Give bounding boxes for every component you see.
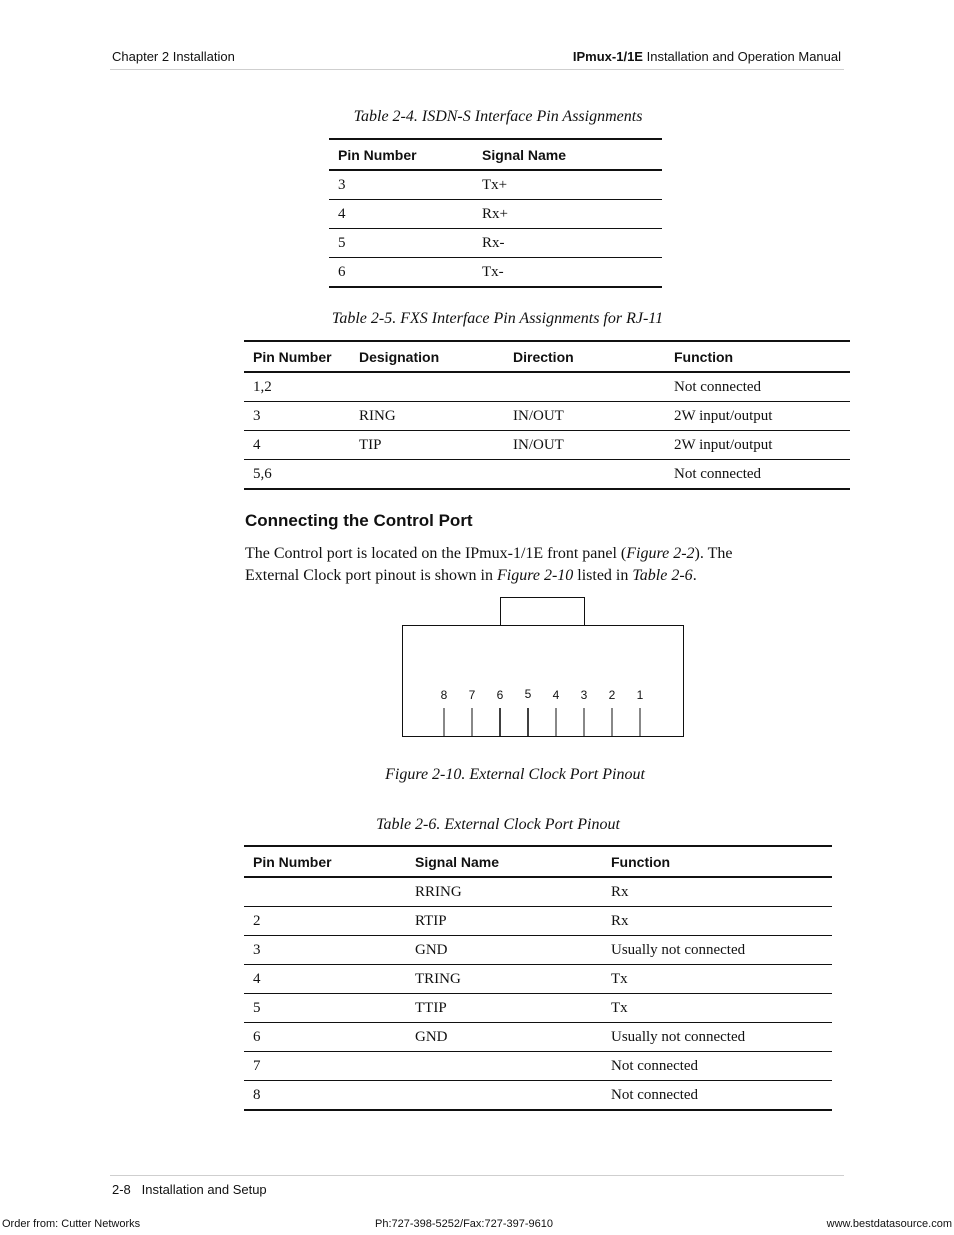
table-cell: Rx [602, 907, 832, 936]
table-cell: 3 [244, 402, 350, 431]
table-cell: 2 [244, 907, 406, 936]
table-2-6-caption: Table 2-6. External Clock Port Pinout [376, 816, 620, 833]
column-header: Function [665, 341, 850, 372]
table-cell: Rx- [473, 229, 662, 258]
pin-label: 7 [468, 688, 476, 702]
running-header-manual-title [573, 49, 841, 64]
column-header: Signal Name [406, 846, 602, 877]
table-2-4-caption: Table 2-4. ISDN-S Interface Pin Assignments [353, 108, 643, 125]
body-paragraph [245, 543, 845, 587]
table-header-row [244, 846, 832, 877]
table-cell: Tx- [473, 258, 662, 288]
table-cell: 7 [244, 1052, 406, 1081]
connector-pinout-figure [400, 595, 686, 740]
table-row [329, 229, 662, 258]
pin-label: 3 [580, 688, 588, 702]
connector-latch-tab [501, 598, 585, 626]
table-row [244, 965, 832, 994]
table-cell: RRING [406, 877, 602, 907]
table-header-row [244, 341, 850, 372]
table-cell: 3 [244, 936, 406, 965]
column-header: Designation [350, 341, 504, 372]
table-cell: 4 [244, 965, 406, 994]
table-cell: Usually not connected [602, 936, 832, 965]
table-cell: RING [350, 402, 504, 431]
table-cell: 5 [244, 994, 406, 1023]
contact-phone-fax: Ph:727-398-5252/Fax:727-397-9610 [375, 1218, 553, 1230]
table-cell: 3 [329, 170, 473, 200]
paragraph-text: . [692, 567, 697, 584]
table-cell: 4 [244, 431, 350, 460]
table-cell: IN/OUT [504, 402, 665, 431]
table-cell: Not connected [602, 1052, 832, 1081]
table-cell: TIP [350, 431, 504, 460]
table-cell: IN/OUT [504, 431, 665, 460]
paragraph-text: External Clock port pinout is shown in [245, 567, 497, 584]
table-row [244, 460, 850, 490]
column-header: Signal Name [473, 139, 662, 170]
table-row [244, 431, 850, 460]
table-cell [406, 1081, 602, 1111]
footer-rule [110, 1175, 844, 1176]
pin-label: 8 [440, 688, 448, 702]
table-cell: Not connected [665, 460, 850, 490]
table-cell: 8 [244, 1081, 406, 1111]
table-2-5-caption: Table 2-5. FXS Interface Pin Assignments for RJ-11 [331, 310, 664, 327]
page-footer: 2-8 Installation and Setup [112, 1182, 267, 1197]
column-header: Pin Number [244, 341, 350, 372]
figure-reference-link[interactable]: Figure 2-2 [626, 545, 695, 562]
table-cell [244, 877, 406, 907]
manual-title-rest: Installation and Operation Manual [642, 49, 841, 64]
table-cell: Not connected [602, 1081, 832, 1111]
table-row [244, 1052, 832, 1081]
header-rule [110, 69, 844, 70]
table-2-4 [329, 138, 662, 288]
table-cell: 4 [329, 200, 473, 229]
table-row [329, 170, 662, 200]
pin-label: 5 [524, 687, 532, 701]
table-cell: Tx+ [473, 170, 662, 200]
table-cell: 5 [329, 229, 473, 258]
table-cell: 2W input/output [665, 431, 850, 460]
table-2-6 [244, 845, 832, 1111]
table-cell: Tx [602, 994, 832, 1023]
table-cell: 2W input/output [665, 402, 850, 431]
table-row [244, 907, 832, 936]
table-cell [504, 372, 665, 402]
table-cell: TRING [406, 965, 602, 994]
table-cell: Usually not connected [602, 1023, 832, 1052]
paragraph-text: ). The [694, 545, 733, 562]
table-cell: 1,2 [244, 372, 350, 402]
figure-2-10-caption: Figure 2-10. External Clock Port Pinout [385, 766, 645, 783]
website-link[interactable]: www.bestdatasource.com [826, 1218, 952, 1230]
table-cell [350, 460, 504, 490]
column-header: Pin Number [329, 139, 473, 170]
table-cell: 6 [244, 1023, 406, 1052]
pin-label: 2 [608, 688, 616, 702]
table-cell: 6 [329, 258, 473, 288]
table-row [329, 200, 662, 229]
table-cell [350, 372, 504, 402]
table-row [244, 936, 832, 965]
table-row [244, 994, 832, 1023]
table-row [244, 1081, 832, 1111]
table-reference-link[interactable]: Table 2-6 [632, 567, 693, 584]
paragraph-text: The Control port is located on the IPmux-1/1E front panel ( [245, 545, 627, 562]
pin-label: 1 [636, 688, 644, 702]
manual-product-name: IPmux-1/1E [572, 49, 643, 64]
pin-label: 4 [552, 688, 560, 702]
table-row [244, 402, 850, 431]
table-row [244, 877, 832, 907]
column-header: Function [602, 846, 832, 877]
column-header: Direction [504, 341, 665, 372]
pin-label: 6 [496, 688, 504, 702]
table-row [329, 258, 662, 288]
connector-body [403, 626, 684, 737]
paragraph-text: listed in [573, 567, 633, 584]
table-cell [406, 1052, 602, 1081]
table-cell: GND [406, 1023, 602, 1052]
table-cell: 5,6 [244, 460, 350, 490]
table-cell: Rx+ [473, 200, 662, 229]
connector-pins [441, 687, 644, 736]
table-header-row [329, 139, 662, 170]
table-cell: GND [406, 936, 602, 965]
table-row [244, 1023, 832, 1052]
table-row [244, 372, 850, 402]
column-header: Pin Number [244, 846, 406, 877]
section-heading: Connecting the Control Port [245, 511, 473, 530]
order-from-text: Order from: Cutter Networks [2, 1218, 141, 1230]
table-cell [504, 460, 665, 490]
table-cell: RTIP [406, 907, 602, 936]
table-cell: Tx [602, 965, 832, 994]
paragraph-line [245, 543, 845, 565]
table-cell: Not connected [665, 372, 850, 402]
running-header-chapter: Chapter 2 Installation [112, 49, 235, 64]
table-cell: Rx [602, 877, 832, 907]
table-2-5 [244, 340, 850, 490]
figure-reference-link[interactable]: Figure 2-10 [496, 567, 574, 584]
table-cell: TTIP [406, 994, 602, 1023]
paragraph-line [245, 565, 845, 587]
